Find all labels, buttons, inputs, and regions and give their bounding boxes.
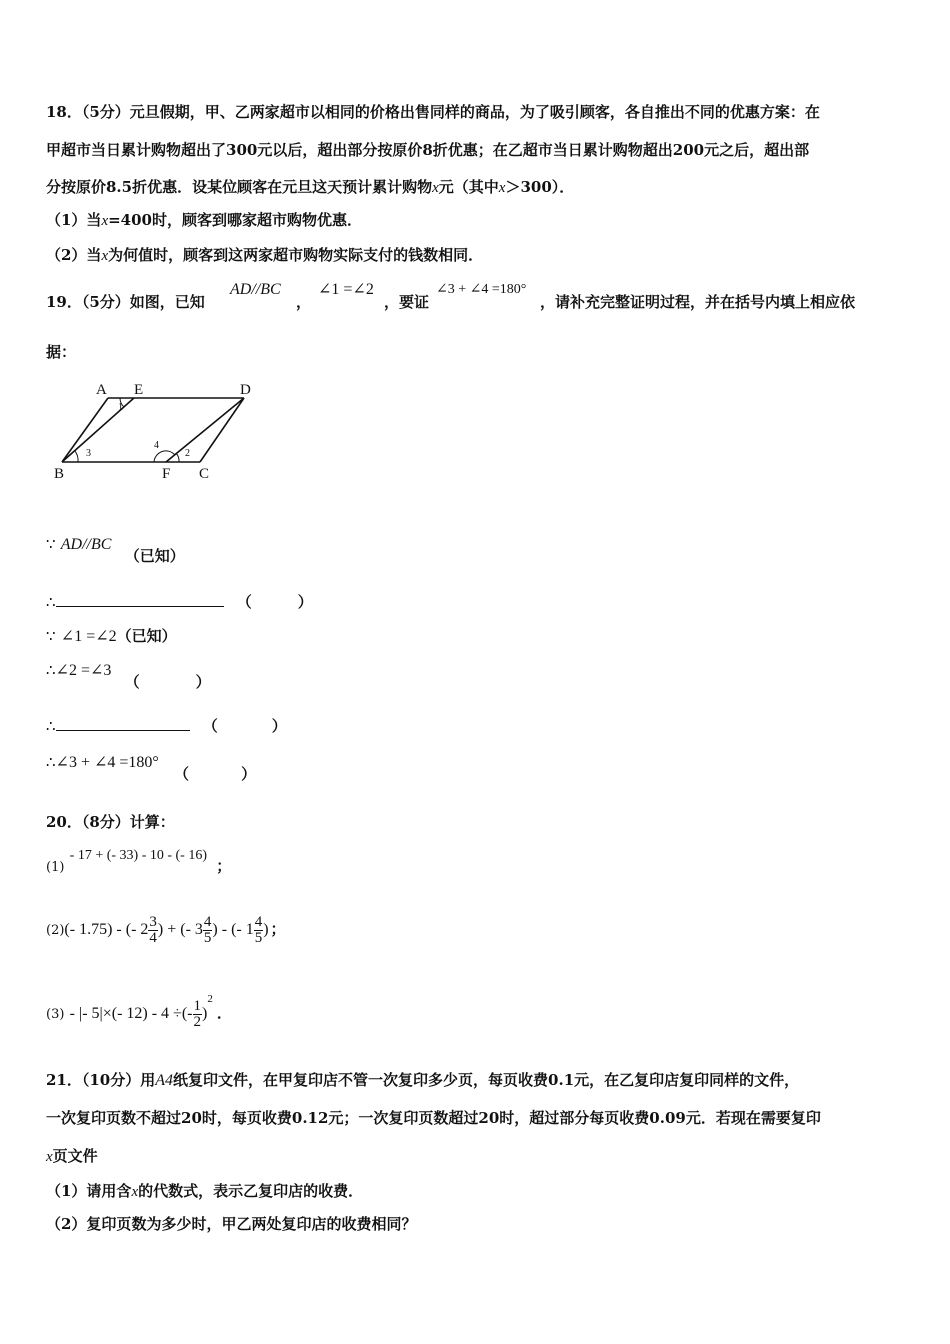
q19-given2: ∠1 =∠2 bbox=[318, 281, 374, 298]
proof-step-5: ∴ （ ） bbox=[46, 717, 287, 735]
q20-title: 20．（8分）计算： bbox=[46, 813, 175, 831]
q21-sub2: （2）复印页数为多少时，甲乙两处复印店的收费相同？ bbox=[46, 1215, 417, 1233]
q20-part2: (2)(- 1.75) - (- 2 $\frac{3}{4}$ ) + (- 3 $\frac{4}{5}$ ) - (- 1 $\frac{4}{5}$ ) ； bbox=[46, 913, 286, 946]
q19-intro: 19．（5分）如图，已知 bbox=[46, 293, 205, 311]
segment-fd bbox=[166, 398, 244, 462]
q20-part3: (3) - |- 5|×(- 12) - 4 ÷(- $\frac{1}{2}$ )$^2$． bbox=[46, 993, 232, 1030]
q19-given1: AD//BC bbox=[230, 281, 281, 298]
proof-step-2: ∴ （ ） bbox=[46, 593, 313, 611]
proof-step-4: ∴∠2 =∠3 （ ） bbox=[46, 662, 211, 691]
label-d: D bbox=[240, 382, 251, 398]
q19-comma: ， bbox=[296, 293, 312, 311]
q18-sub2: （2）当x为何值时，顾客到这两家超市购物实际支付的钱数相同． bbox=[46, 246, 484, 264]
label-a: A bbox=[96, 382, 107, 398]
label-b: B bbox=[54, 466, 65, 482]
segment-cd bbox=[200, 398, 244, 462]
q21-line2: 一次复印页数不超过20时，每页收费0.12元；一次复印页数超过20时，超过部分每页收费0.09元．若现在需要复印 bbox=[46, 1109, 821, 1127]
q19-goal: ∠3 + ∠4 =180° bbox=[436, 282, 527, 297]
q20-part1: (1) - 17 + (- 33) - 10 - (- 16) ； bbox=[46, 848, 232, 875]
q19-prove-label: ，要证 bbox=[384, 293, 430, 311]
segment-ab bbox=[62, 398, 108, 462]
answer-blank-2[interactable] bbox=[56, 716, 190, 731]
q18-sub1: （1）当x=400时，顾客到哪家超市购物优惠． bbox=[46, 211, 362, 229]
label-angle-1: 1 bbox=[118, 402, 123, 413]
parallelogram-figure bbox=[48, 378, 268, 482]
q18-line2: 甲超市当日累计购物超出了300元以后，超出部分按原价8折优惠；在乙超市当日累计购物超出200元之后，超出部 bbox=[46, 141, 810, 159]
proof-step-6: ∴∠3 + ∠4 =180° （ ） bbox=[46, 754, 257, 783]
label-f: F bbox=[162, 466, 171, 482]
q19-rest2: 据： bbox=[46, 343, 77, 361]
label-c: C bbox=[199, 466, 210, 482]
q19-rest: ，请补充完整证明过程，并在括号内填上相应依 bbox=[540, 293, 856, 311]
proof-step-1: ∵ AD//BC （已知） bbox=[46, 536, 185, 565]
label-angle-2: 2 bbox=[185, 448, 190, 459]
q21-line3: x页文件 bbox=[46, 1147, 98, 1165]
q21-sub1: （1）请用含x的代数式，表示乙复印店的收费． bbox=[46, 1182, 364, 1200]
segment-be bbox=[62, 398, 134, 462]
answer-blank-1[interactable] bbox=[56, 592, 224, 607]
label-angle-3: 3 bbox=[86, 448, 91, 459]
q18-line1: 18．（5分）元旦假期，甲、乙两家超市以相同的价格出售同样的商品，为了吸引顾客，各自推出不同的优惠方案：在 bbox=[46, 103, 820, 121]
proof-step-3: ∵ ∠1 =∠2（已知） bbox=[46, 627, 177, 645]
q21-line1: 21．（10分）用A4纸复印文件，在甲复印店不管一次复印多少页，每页收费0.1元，在乙复印店复印同样的文件， bbox=[46, 1071, 800, 1089]
q18-line3: 分按原价8.5折优惠．设某位顾客在元旦这天预计累计购物x元（其中x＞300）． bbox=[46, 178, 575, 196]
label-e: E bbox=[134, 382, 144, 398]
label-angle-4: 4 bbox=[154, 440, 159, 451]
